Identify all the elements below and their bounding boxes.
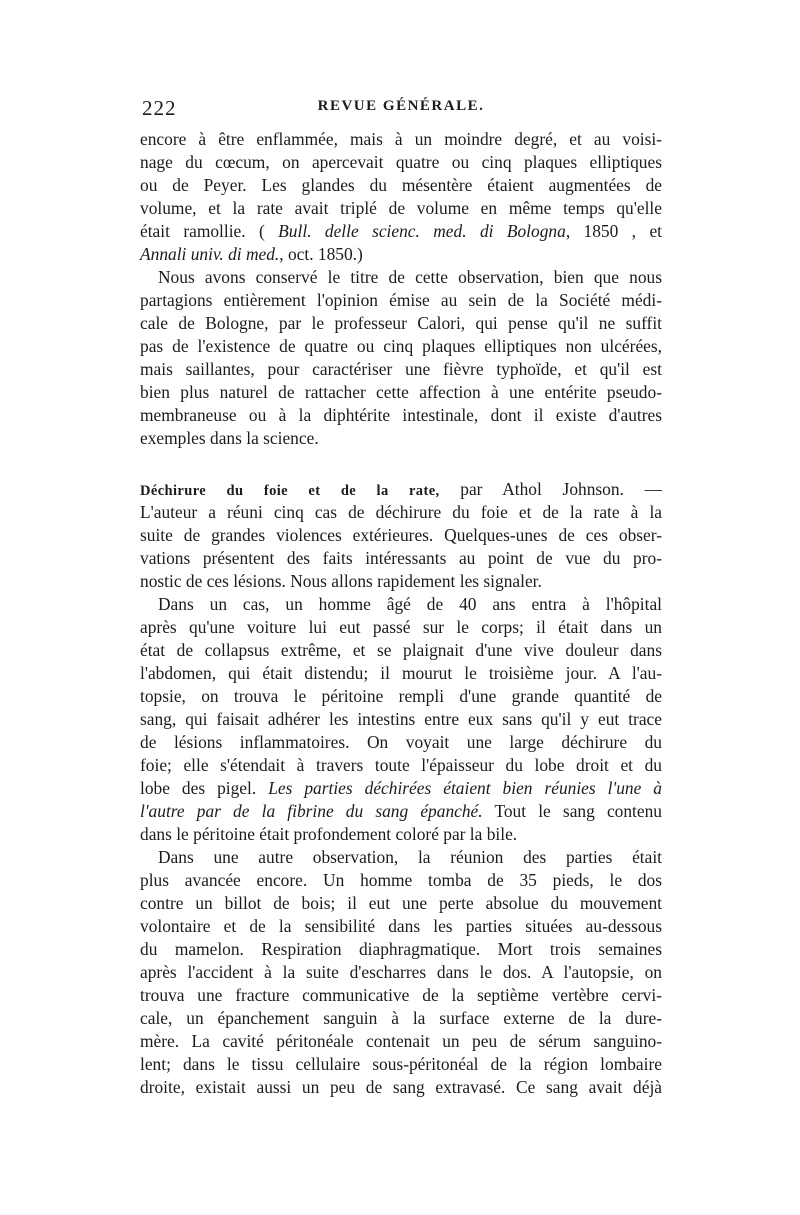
text-line: sang, qui faisait adhérer les intestins entre eux sans qu'il y eut trace [140,709,662,729]
paragraph-case-one [140,593,662,846]
section-author: par Athol Johnson. — [439,479,663,499]
text-line: pas de l'existence de quatre ou cinq plaques elliptiques non ulcérées, [140,336,662,356]
text-line: après qu'une voiture lui eut passé sur le corps; il était dans un [140,617,662,637]
paragraph-comment [140,266,662,450]
text-line: bien plus naturel de rattacher cette affection à une entérite pseudo- [140,382,662,402]
text-line [140,243,662,266]
text-line [140,777,662,800]
citation-journal: Bull. delle scienc. med. di Bologna [278,221,566,241]
text-line: L'auteur a réuni cinq cas de déchirure du foie et de la rate à la [140,502,662,522]
paragraph-continuation [140,128,662,266]
text-line: plus avancée encore. Un homme tomba de 35 pieds, le dos [140,870,662,890]
text-line: l'abdomen, qui était distendu; il mourut le troisième jour. A l'au- [140,663,662,683]
text-line: volume, et la rate avait triplé de volume en même temps qu'elle [140,198,662,218]
text-run: Tout le sang contenu [482,801,662,821]
text-line: topsie, on trouva le péritoine rempli d'une grande quantité de [140,686,662,706]
section-article [140,478,662,593]
text-line: cale, un épanchement sanguin à la surface externe de la dure- [140,1008,662,1028]
text-line: nage du cœcum, on apercevait quatre ou cinq plaques elliptiques [140,152,662,172]
text-line: foie; elle s'étendait à travers toute l'épaisseur du lobe droit et du [140,755,662,775]
emphasis-text: l'autre par de la fibrine du sang épanché. [140,801,483,821]
text-run: était ramollie. ( [140,221,279,241]
text-line: suite de grandes violences extérieures. Quelques-unes de ces obser- [140,525,662,545]
text-line: mais saillantes, pour caractériser une fièvre typhoïde, et qu'il est [140,359,662,379]
text-line: mère. La cavité péritonéale contenait un peu de sérum sanguino- [140,1031,662,1051]
text-line: de lésions inflammatoires. On voyait une large déchirure du [140,732,662,752]
text-line: Nous avons conservé le titre de cette observation, bien que nous [158,267,662,287]
paragraph-case-two [140,846,662,1099]
running-head [140,92,662,128]
text-run: , oct. 1850.) [279,244,363,264]
text-line: ou de Peyer. Les glandes du mésentère étaient augmentées de [140,175,662,195]
section-gap [140,450,662,478]
citation-journal: Annali univ. di med. [140,244,280,264]
text-line: après l'accident à la suite d'escharres dans le dos. A l'autopsie, on [140,962,662,982]
text-run: lobe des pigel. [140,778,269,798]
text-line: membraneuse ou à la diphtérite intestinale, dont il existe d'autres [140,405,662,425]
text-line [140,800,662,823]
text-line: Dans un cas, un homme âgé de 40 ans entra à l'hôpital [158,594,662,614]
text-line: dans le péritoine était profondement coloré par la bile. [140,824,518,844]
text-line: vations présentent des faits intéressants au point de vue du pro- [140,548,662,568]
text-line [140,220,662,243]
text-line: lent; dans le tissu cellulaire sous-péritonéal de la région lombaire [140,1054,662,1074]
text-line: nostic de ces lésions. Nous allons rapidement les signaler. [140,571,542,591]
text-line: droite, existait aussi un peu de sang extravasé. Ce sang avait déjà [140,1077,662,1097]
text-line: état de collapsus extrême, et se plaignait d'une vive douleur dans [140,640,662,660]
text-line [140,478,662,501]
text-line: contre un billot de bois; il eut une perte absolue du mouvement [140,893,662,913]
text-line: trouva une fracture communicative de la septième vertèbre cervi- [140,985,662,1005]
text-line: du mamelon. Respiration diaphragmatique. Mort trois semaines [140,939,662,959]
section-title: Déchirure du foie et de la rate, [140,483,440,499]
text-line: cale de Bologne, par le professeur Calori, qui pense qu'il ne suffit [140,313,662,333]
page-number: 222 [142,96,177,120]
emphasis-text: Les parties déchirées étaient bien réunies l'une à [268,778,662,798]
book-page [140,92,662,1099]
text-line: partagions entièrement l'opinion émise au sein de la Société médi- [140,290,662,310]
text-run: , 1850 , et [565,221,662,241]
text-line: encore à être enflammée, mais à un moindre degré, et au voisi- [140,129,662,149]
text-line: Dans une autre observation, la réunion des parties était [158,847,662,867]
text-line: exemples dans la science. [140,428,319,448]
text-line: volontaire et de la sensibilité dans les parties situées au-dessous [140,916,662,936]
running-title: REVUE GÉNÉRALE. [317,98,485,114]
